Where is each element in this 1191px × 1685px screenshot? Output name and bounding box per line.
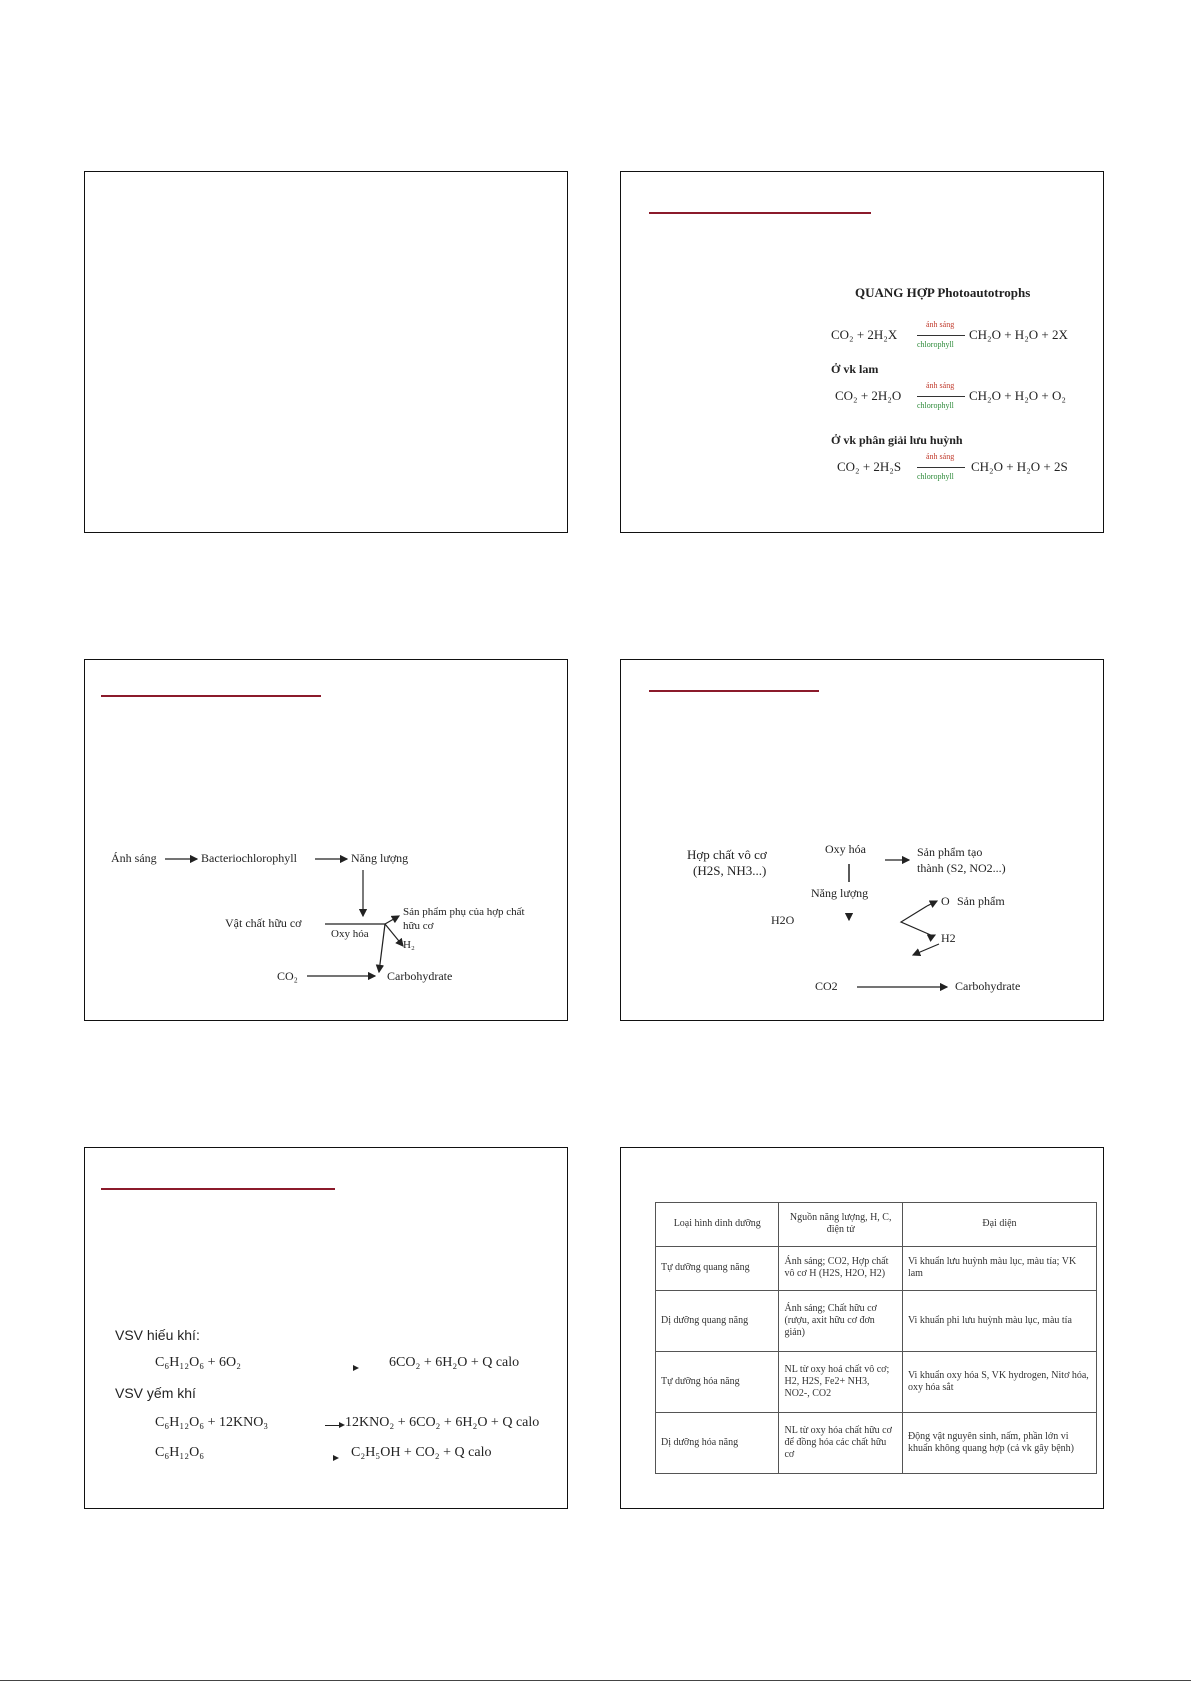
label-o: O	[941, 894, 950, 908]
slide-1-blank	[84, 171, 568, 533]
label-oxy-hoa: Oxy hóa	[331, 928, 369, 940]
table-cell: Vi khuẩn lưu huỳnh màu lục, màu tía; VK lam	[902, 1246, 1096, 1290]
table-row	[656, 1246, 1097, 1290]
label-carbohydrate: Carbohydrate	[955, 979, 1021, 993]
eq2-condition-top: ánh sáng	[926, 381, 955, 390]
table-cell: Tự dưỡng quang năng	[656, 1246, 779, 1290]
table-cell: Ánh sáng; CO2, Hợp chất vô cơ H (H2S, H2O, H2)	[779, 1246, 902, 1290]
eq2-arrow	[325, 1425, 339, 1426]
eq1-reactants: C₆H₁₂O₆ + 6O₂	[155, 1355, 241, 1370]
label-nang-luong: Năng lượng	[351, 851, 409, 865]
table-cell: Vi khuẩn oxy hóa S, VK hydrogen, Nitơ hóa, oxy hóa sắt	[902, 1351, 1096, 1412]
label-san-pham-tao-1: Sản phẩm tạo	[917, 845, 983, 859]
label-vsv-yem-khi: VSV yếm khí	[115, 1385, 196, 1401]
slide-title-underline	[649, 212, 871, 214]
eq2-products: CH₂O + H₂O + O₂	[969, 388, 1066, 403]
label-nang-luong: Năng lượng	[811, 886, 869, 900]
table-cell: NL từ oxy hóa chất hữu cơ để đồng hóa các chất hữu cơ	[779, 1412, 902, 1473]
chemo-arrows	[621, 660, 1104, 1021]
eq2-condition-bottom: chlorophyll	[917, 401, 954, 410]
eq1-products: CH₂O + H₂O + 2X	[969, 327, 1068, 342]
label-co2: CO₂	[277, 969, 298, 983]
eq1-reactants: CO₂ + 2H₂X	[831, 327, 898, 342]
label-hop-chat-vo-co-2: (H2S, NH3...)	[693, 863, 767, 878]
eq2-arrow	[917, 396, 965, 397]
label-h2o: H2O	[771, 913, 795, 927]
label-bacteriochlorophyll: Bacteriochlorophyll	[201, 851, 297, 865]
eq3-condition-bottom: chlorophyll	[917, 472, 954, 481]
table-header: Đại diện	[902, 1203, 1096, 1247]
table-cell: Động vật nguyên sinh, nấm, phần lớn vi khuẩn không quang hợp (cả vk gây bệnh)	[902, 1412, 1096, 1473]
label-san-pham-phu-1: Sản phẩm phụ của hợp chất	[403, 906, 525, 918]
table-row	[656, 1412, 1097, 1473]
label-vsv-hieu-khi: VSV hiếu khí:	[115, 1327, 200, 1343]
table-header: Loại hình dinh dưỡng	[656, 1203, 779, 1247]
label-san-pham: Sản phẩm	[957, 894, 1005, 908]
table-row	[656, 1351, 1097, 1412]
eq1-condition-bottom: chlorophyll	[917, 340, 954, 349]
table-header-row	[656, 1203, 1097, 1247]
slide-2-photosynthesis	[620, 171, 1104, 533]
eq3-reactants: CO₂ + 2H₂S	[837, 459, 902, 474]
slide-6-nutrition-table	[620, 1147, 1104, 1509]
table-cell: Ánh sáng; Chất hữu cơ (rượu, axit hữu cơ đơn giản)	[779, 1290, 902, 1351]
label-anh-sang: Ánh sáng	[111, 851, 157, 865]
eq3-products: C₂H₅OH + CO₂ + Q calo	[351, 1445, 492, 1460]
eq3-arrow	[917, 467, 965, 468]
label-oxy-hoa: Oxy hóa	[825, 842, 866, 856]
eq3-products: CH₂O + H₂O + 2S	[971, 459, 1068, 474]
table-cell: Dị dưỡng hóa năng	[656, 1412, 779, 1473]
slide-4-chemoautotroph	[620, 659, 1104, 1021]
label-vk-lam: Ở vk lam	[831, 362, 879, 376]
page-bottom-rule	[0, 1680, 1191, 1681]
table-header: Nguồn năng lượng, H, C, điện tử	[779, 1203, 902, 1247]
eq3-condition-top: ánh sáng	[926, 452, 955, 461]
label-san-pham-phu-2: hữu cơ	[403, 920, 434, 932]
label-h2: H₂	[403, 939, 415, 951]
table-row	[656, 1290, 1097, 1351]
label-h2: H2	[941, 931, 956, 945]
label-vat-chat-huu-co: Vật chất hữu cơ	[225, 916, 302, 930]
label-co2: CO2	[815, 979, 838, 993]
eq1-products: 6CO₂ + 6H₂O + Q calo	[389, 1355, 520, 1370]
label-hop-chat-vo-co-1: Hợp chất vô cơ	[687, 847, 767, 862]
nutrition-table	[655, 1202, 1097, 1474]
slide-5-respiration	[84, 1147, 568, 1509]
eq3-arrow	[333, 1455, 339, 1461]
eq2-products: 12KNO₂ + 6CO₂ + 6H₂O + Q calo	[345, 1415, 540, 1430]
label-san-pham-tao-2: thành (S2, NO2...)	[917, 861, 1006, 875]
label-carbohydrate: Carbohydrate	[387, 969, 453, 983]
slide-3-photoheterotroph	[84, 659, 568, 1021]
eq1-condition-top: ánh sáng	[926, 320, 955, 329]
table-cell: Vi khuẩn phi lưu huỳnh màu lục, màu tía	[902, 1290, 1096, 1351]
label-vk-phan-giai: Ở vk phân giải lưu huỳnh	[831, 433, 963, 447]
photo-heading: QUANG HỢP Photoautotrophs	[855, 285, 1031, 300]
table-cell: NL từ oxy hoá chất vô cơ; H2, H2S, Fe2+ NH3, NO2-, CO2	[779, 1351, 902, 1412]
eq2-reactants: CO₂ + 2H₂O	[835, 388, 902, 403]
photohetero-arrows	[85, 660, 568, 1021]
eq1-arrow	[917, 335, 965, 336]
eq2-reactants: C₆H₁₂O₆ + 12KNO₃	[155, 1415, 269, 1430]
eq3-reactants: C₆H₁₂O₆	[155, 1445, 205, 1460]
table-cell: Tự dưỡng hóa năng	[656, 1351, 779, 1412]
eq1-arrow	[353, 1365, 359, 1371]
slide-title-underline	[101, 1188, 335, 1190]
table-cell: Dị dưỡng quang năng	[656, 1290, 779, 1351]
